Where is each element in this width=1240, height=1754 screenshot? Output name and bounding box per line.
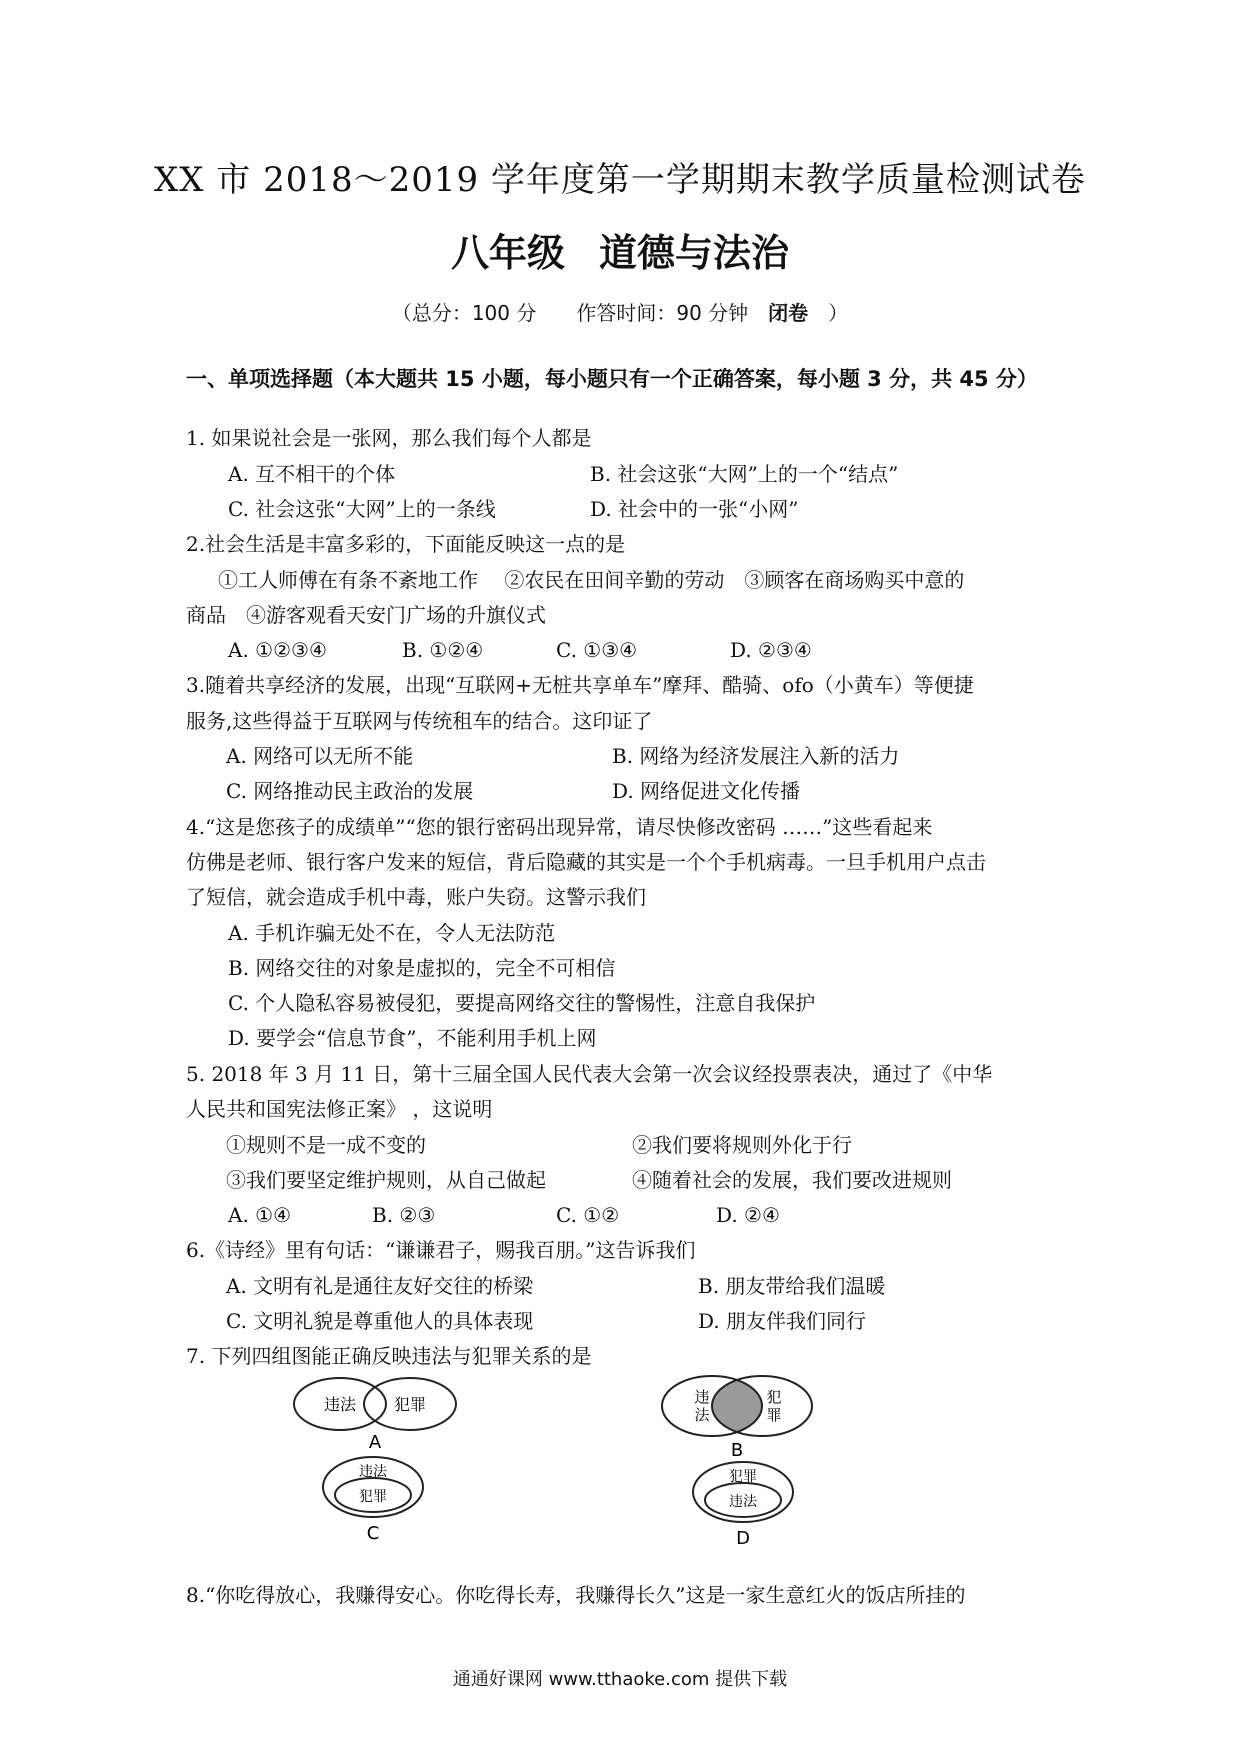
diagram-a-crime-label: 犯罪 — [393, 1395, 427, 1414]
diagram-d — [688, 1460, 798, 1548]
diagram-a-letter: A — [368, 1432, 382, 1450]
exam-subtitle — [0, 222, 1240, 277]
question-5-option-c: C. ①② — [556, 1203, 620, 1227]
question-4-stem-line-1: 4.“这是您孩子的成绩单”“您的银行密码出现异常，请尽快修改密码 ……”这些看起来 — [186, 815, 933, 839]
question-4-stem-line-3: 了短信，就会造成手机中毒，账户失窃。这警示我们 — [186, 885, 646, 909]
question-1-option-b: B. 社会这张“大网”上的一个“结点” — [590, 462, 899, 486]
question-1-option-d: D. 社会中的一张“小网” — [590, 497, 799, 521]
page-footer: 通通好课网 www.tthaoke.com 提供下载 — [452, 1669, 788, 1690]
question-4-option-b: B. 网络交往的对象是虚拟的，完全不可相信 — [228, 956, 616, 980]
question-5-statement-2: ②我们要将规则外化于行 — [632, 1133, 852, 1157]
section-heading: 一、单项选择题（本大题共 15 小题，每小题只有一个正确答案，每小题 3 分，共 45 分） — [186, 367, 1038, 391]
meta-score-time: （总分：100 分 作答时间：90 分钟 — [391, 301, 769, 325]
question-2-option-a: A. ①②③④ — [228, 638, 327, 662]
question-3-option-a: A. 网络可以无所不能 — [226, 744, 414, 768]
question-4-option-d: D. 要学会“信息节食”，不能利用手机上网 — [228, 1026, 597, 1050]
question-6-option-d: D. 朋友伴我们同行 — [698, 1309, 867, 1333]
question-3-stem-line-2: 服务,这些得益于互联网与传统租车的结合。这印证了 — [186, 709, 653, 733]
question-5-option-d: D. ②④ — [716, 1203, 780, 1227]
exam-meta — [0, 297, 1240, 326]
diagram-d-illegal-label: 违法 — [729, 1494, 757, 1510]
question-3-option-d: D. 网络促进文化传播 — [612, 779, 801, 803]
question-1-option-c: C. 社会这张“大网”上的一条线 — [228, 497, 496, 521]
question-2-statements-line-1: ①工人师傅在有条不紊地工作 ②农民在田间辛勤的劳动 ③顾客在商场购买中意的 — [218, 568, 965, 592]
question-5-statement-1: ①规则不是一成不变的 — [226, 1133, 426, 1157]
question-2-option-d: D. ②③④ — [730, 638, 812, 662]
diagram-c-crime-label: 犯罪 — [359, 1489, 387, 1505]
grade-label: 八年级 — [450, 231, 565, 275]
question-7-stem: 7. 下列四组图能正确反映违法与犯罪关系的是 — [186, 1344, 592, 1368]
question-6-option-c: C. 文明礼貌是尊重他人的具体表现 — [226, 1309, 534, 1333]
question-2-option-c: C. ①③④ — [556, 638, 638, 662]
question-8-stem: 8.“你吃得放心，我赚得安心。你吃得长寿，我赚得长久”这是一家生意红火的饭店所挂的 — [186, 1583, 966, 1607]
question-5-option-b: B. ②③ — [372, 1203, 436, 1227]
diagram-a-illegal-label: 违法 — [323, 1395, 357, 1414]
question-5-stem-line-2: 人民共和国宪法修正案》 ，这说明 — [186, 1097, 493, 1121]
diagram-b-illegal-bottom: 法 — [694, 1406, 710, 1424]
question-1-stem: 1. 如果说社会是一张网，那么我们每个人都是 — [186, 426, 592, 450]
diagram-b-crime-top: 犯 — [766, 1388, 782, 1406]
question-3-option-c: C. 网络推动民主政治的发展 — [226, 779, 474, 803]
question-5-statement-3: ③我们要坚定维护规则，从自己做起 — [226, 1168, 546, 1192]
subject-label: 道德与法治 — [599, 231, 790, 275]
diagram-d-crime-label: 犯罪 — [729, 1469, 757, 1485]
diagram-b-illegal-top: 违 — [694, 1388, 710, 1406]
question-1-option-a: A. 互不相干的个体 — [228, 462, 396, 486]
question-5-stem-line-1: 5. 2018 年 3 月 11 日，第十三届全国人民代表大会第一次会议经投票表决，通过了《中华 — [186, 1062, 993, 1086]
meta-closed-book: 闭卷 — [768, 301, 809, 325]
diagram-b — [650, 1374, 830, 1458]
question-6-stem: 6.《诗经》里有句话：“谦谦君子，赐我百朋。”这告诉我们 — [186, 1238, 696, 1262]
diagram-c-illegal-label: 违法 — [359, 1464, 387, 1480]
question-4-stem-line-2: 仿佛是老师、银行客户发来的短信，背后隐藏的其实是一个个手机病毒。一旦手机用户点击 — [186, 850, 986, 874]
question-3-stem-line-1: 3.随着共享经济的发展，出现“互联网+无桩共享单车”摩拜、酷骑、ofo（小黄车）等便捷 — [186, 673, 974, 697]
question-2-option-b: B. ①②④ — [402, 638, 484, 662]
question-4-option-a: A. 手机诈骗无处不在，令人无法防范 — [228, 921, 556, 945]
question-6-option-a: A. 文明有礼是通往友好交往的桥梁 — [226, 1274, 534, 1298]
question-2-statements-line-2: 商品 ④游客观看天安门广场的升旗仪式 — [186, 603, 546, 627]
question-4-option-c: C. 个人隐私容易被侵犯，要提高网络交往的警惕性，注意自我保护 — [228, 991, 816, 1015]
question-5-option-a: A. ①④ — [228, 1203, 292, 1227]
diagram-c — [318, 1455, 428, 1543]
diagram-a — [290, 1374, 460, 1450]
question-3-option-b: B. 网络为经济发展注入新的活力 — [612, 744, 900, 768]
question-2-stem: 2.社会生活是丰富多彩的，下面能反映这一点的是 — [186, 532, 626, 556]
question-5-statement-4: ④随着社会的发展，我们要改进规则 — [632, 1168, 952, 1192]
diagram-b-crime-bottom: 罪 — [766, 1406, 782, 1424]
diagram-d-letter: D — [736, 1528, 750, 1548]
meta-suffix: ） — [808, 301, 849, 325]
exam-title: XX 市 2018～2019 学年度第一学期期末教学质量检测试卷 — [154, 160, 1086, 200]
diagram-c-letter: C — [366, 1523, 380, 1543]
diagram-b-letter: B — [730, 1440, 744, 1458]
question-6-option-b: B. 朋友带给我们温暖 — [698, 1274, 886, 1298]
